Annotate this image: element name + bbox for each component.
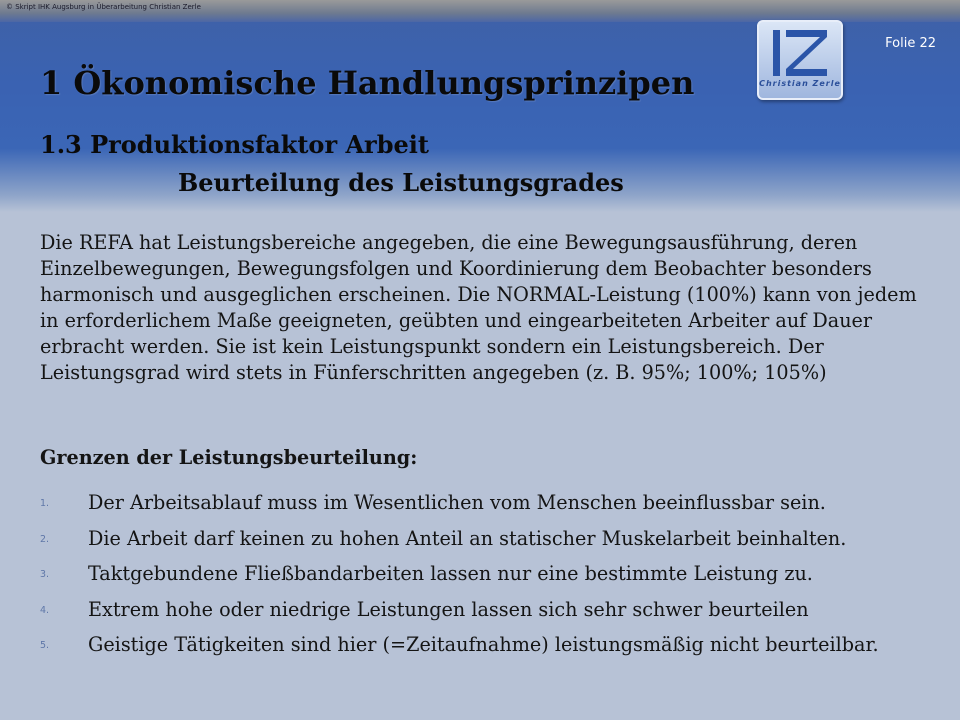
slide-number: Folie 22 (885, 36, 936, 51)
list-number: 1. (40, 498, 50, 509)
list-item (40, 527, 940, 563)
list-item-text: Die Arbeit darf keinen zu hohen Anteil an statischer Muskelarbeit beinhalten. (88, 526, 847, 550)
list-item (40, 633, 940, 669)
list-item-text: Taktgebundene Fließbandarbeiten lassen nur eine bestimmte Leistung zu. (88, 562, 813, 585)
page-title: 1 Ökonomische Handlungsprinzipen (40, 64, 695, 102)
list-item (40, 491, 940, 527)
section-subtitle: 1.3 Produktionsfaktor Arbeit (40, 130, 429, 159)
top-bar (0, 0, 960, 22)
list-number: 2. (40, 533, 50, 545)
list-item-text: Extrem hohe oder niedrige Leistungen lassen sich sehr schwer beurteilen (88, 597, 809, 621)
limits-heading: Grenzen der Leistungsbeurteilung: (40, 446, 418, 469)
copyright-note: © Skript IHK Augsburg in Überarbeitung Christian Zerle (6, 3, 201, 11)
body-paragraph: Die REFA hat Leistungsbereiche angegeben, die eine Bewegungsausführung, deren Einzelbewegungen, Bewegungsfolgen und Koordinierung dem Beobachter besonders harmonisch und ausgeglichen erscheinen. Die NORMAL-Leistung (100%) kann von jedem in erforderlichem Maße geeigneten, geübten und eingearbeiteten Arbeiter auf Dauer erbracht werden. Sie ist kein Leistungspunkt sondern ein Leistungsbereich. Der Leistungsgrad wird stets in Fünferschritten angegeben (z. B. 95%; 100%; 105%) (40, 231, 917, 384)
list-number: 5. (40, 640, 50, 651)
list-item (40, 598, 940, 634)
limits-list (40, 491, 940, 669)
topic-subtitle: Beurteilung des Leistungsgrades (178, 168, 624, 197)
list-item-text: Der Arbeitsablauf muss im Wesentlichen vom Menschen beeinflussbar sein. (88, 491, 826, 514)
slide-header (0, 0, 960, 212)
list-item (40, 562, 940, 598)
logo-label: Christian Zerle (759, 79, 841, 88)
list-number: 3. (40, 569, 50, 580)
list-number: 4. (40, 604, 50, 616)
logo (757, 20, 843, 100)
list-item-text: Geistige Tätigkeiten sind hier (=Zeitaufnahme) leistungsmäßig nicht beurteilbar. (88, 633, 879, 656)
